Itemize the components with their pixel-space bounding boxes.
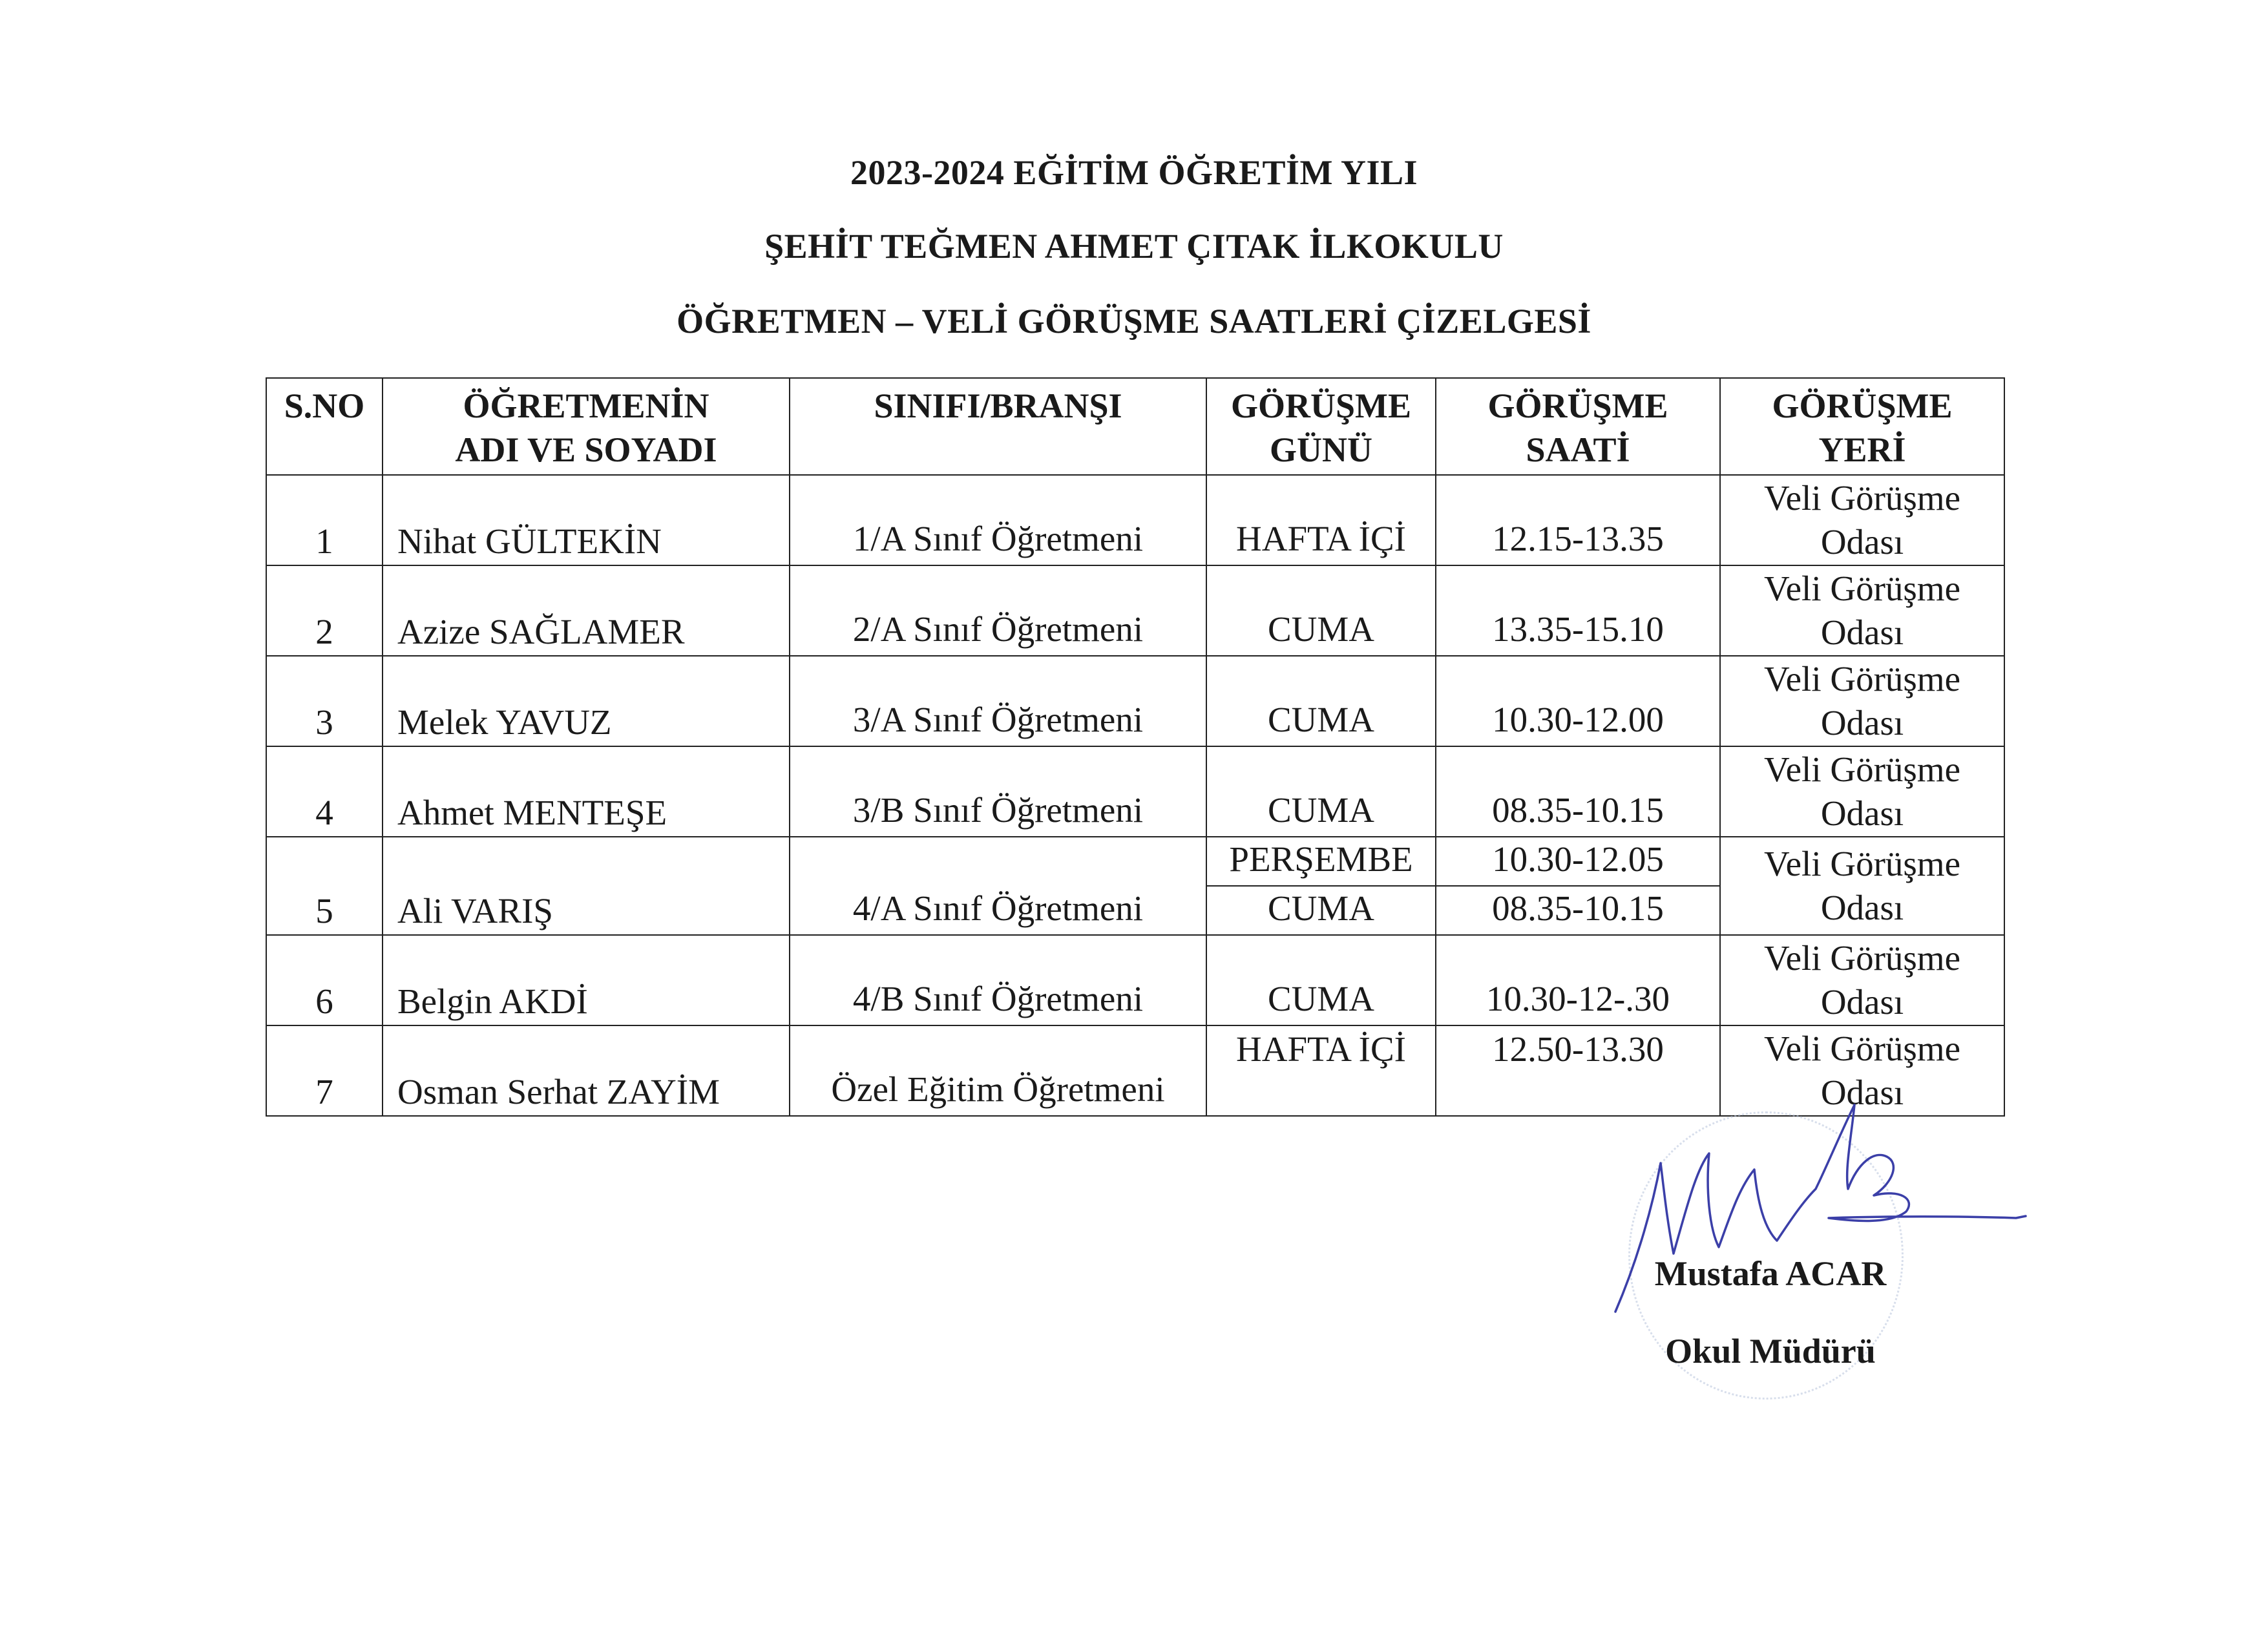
cell-place-line1: Veli Görüşme xyxy=(1764,569,1960,608)
cell-day: PERŞEMBE xyxy=(1206,837,1436,886)
document-title-school: ŞEHİT TEĞMEN AHMET ÇITAK İLKOKULU xyxy=(764,227,1504,266)
cell-sno: 1 xyxy=(266,475,383,565)
cell-sno: 2 xyxy=(266,565,383,656)
table-row xyxy=(266,746,2004,837)
table-header-row xyxy=(266,378,2004,475)
table-row xyxy=(266,935,2004,1025)
cell-day: CUMA xyxy=(1206,935,1436,1025)
cell-time: 10.30-12-.30 xyxy=(1436,935,1720,1025)
header-teacher xyxy=(383,378,790,475)
header-place xyxy=(1720,378,2004,475)
header-branch: SINIFI/BRANŞI xyxy=(790,378,1206,475)
cell-place-line1: Veli Görüşme xyxy=(1764,938,1960,978)
cell-day-second: CUMA xyxy=(1206,886,1436,935)
cell-place xyxy=(1720,935,2004,1025)
cell-branch: 2/A Sınıf Öğretmeni xyxy=(790,565,1206,656)
header-day-line2: GÜNÜ xyxy=(1270,430,1372,469)
cell-sno: 5 xyxy=(266,837,383,935)
document-title-schedule: ÖĞRETMEN – VELİ GÖRÜŞME SAATLERİ ÇİZELGESİ xyxy=(677,302,1591,341)
cell-place-line2: Odası xyxy=(1820,888,1904,927)
cell-branch: 1/A Sınıf Öğretmeni xyxy=(790,475,1206,565)
cell-sno: 3 xyxy=(266,656,383,746)
cell-time: 13.35-15.10 xyxy=(1436,565,1720,656)
cell-day: HAFTA İÇİ xyxy=(1206,475,1436,565)
header-time-line1: GÖRÜŞME xyxy=(1487,386,1668,425)
cell-teacher-name: Ahmet MENTEŞE xyxy=(383,746,790,837)
cell-sno: 7 xyxy=(266,1025,383,1116)
cell-time: 12.15-13.35 xyxy=(1436,475,1720,565)
cell-time: 10.30-12.00 xyxy=(1436,656,1720,746)
header-time-line2: SAATİ xyxy=(1526,430,1630,469)
header-place-line2: YERİ xyxy=(1818,430,1906,469)
cell-place-line2: Odası xyxy=(1820,793,1904,833)
cell-branch: 4/B Sınıf Öğretmeni xyxy=(790,935,1206,1025)
cell-teacher-name: Melek YAVUZ xyxy=(383,656,790,746)
header-teacher-line1: ÖĞRETMENİN xyxy=(463,386,709,425)
cell-day: HAFTA İÇİ xyxy=(1206,1025,1436,1116)
cell-place xyxy=(1720,565,2004,656)
header-day xyxy=(1206,378,1436,475)
cell-place-line1: Veli Görüşme xyxy=(1764,659,1960,698)
cell-day: CUMA xyxy=(1206,565,1436,656)
cell-teacher-name: Azize SAĞLAMER xyxy=(383,565,790,656)
cell-place-line2: Odası xyxy=(1820,1073,1904,1112)
cell-place-line1: Veli Görüşme xyxy=(1764,478,1960,518)
table-row xyxy=(266,565,2004,656)
document-title-year: 2023-2024 EĞİTİM ÖĞRETİM YILI xyxy=(850,153,1418,192)
cell-day: CUMA xyxy=(1206,746,1436,837)
cell-teacher-name: Ali VARIŞ xyxy=(383,837,790,935)
cell-branch: 3/A Sınıf Öğretmeni xyxy=(790,656,1206,746)
cell-sno: 4 xyxy=(266,746,383,837)
cell-day: CUMA xyxy=(1206,656,1436,746)
header-sno: S.NO xyxy=(266,378,383,475)
signer-title: Okul Müdürü xyxy=(1665,1332,1876,1371)
cell-place xyxy=(1720,746,2004,837)
cell-place-line2: Odası xyxy=(1820,982,1904,1022)
cell-branch: 4/A Sınıf Öğretmeni xyxy=(790,837,1206,935)
cell-place-line1: Veli Görüşme xyxy=(1764,750,1960,789)
signer-name: Mustafa ACAR xyxy=(1654,1254,1887,1293)
cell-branch: Özel Eğitim Öğretmeni xyxy=(790,1025,1206,1116)
cell-branch: 3/B Sınıf Öğretmeni xyxy=(790,746,1206,837)
header-day-line1: GÖRÜŞME xyxy=(1230,386,1412,425)
cell-place-line2: Odası xyxy=(1820,522,1904,562)
cell-time: 10.30-12.05 xyxy=(1436,837,1720,886)
cell-time: 08.35-10.15 xyxy=(1436,746,1720,837)
header-time xyxy=(1436,378,1720,475)
cell-teacher-name: Nihat GÜLTEKİN xyxy=(383,475,790,565)
header-place-line1: GÖRÜŞME xyxy=(1772,386,1953,425)
table-row xyxy=(266,837,2004,886)
cell-time: 12.50-13.30 xyxy=(1436,1025,1720,1116)
cell-place-line2: Odası xyxy=(1820,703,1904,742)
cell-place-line1: Veli Görüşme xyxy=(1764,844,1960,883)
header-teacher-line2: ADI VE SOYADI xyxy=(455,430,717,469)
table-row xyxy=(266,656,2004,746)
cell-place-line1: Veli Görüşme xyxy=(1764,1029,1960,1068)
cell-time-second: 08.35-10.15 xyxy=(1436,886,1720,935)
cell-sno: 6 xyxy=(266,935,383,1025)
cell-teacher-name: Osman Serhat ZAYİM xyxy=(383,1025,790,1116)
cell-place-line2: Odası xyxy=(1820,613,1904,652)
meeting-schedule-table xyxy=(266,377,2005,1117)
cell-place xyxy=(1720,475,2004,565)
cell-place xyxy=(1720,837,2004,935)
cell-place xyxy=(1720,656,2004,746)
table-row xyxy=(266,475,2004,565)
cell-teacher-name: Belgin AKDİ xyxy=(383,935,790,1025)
